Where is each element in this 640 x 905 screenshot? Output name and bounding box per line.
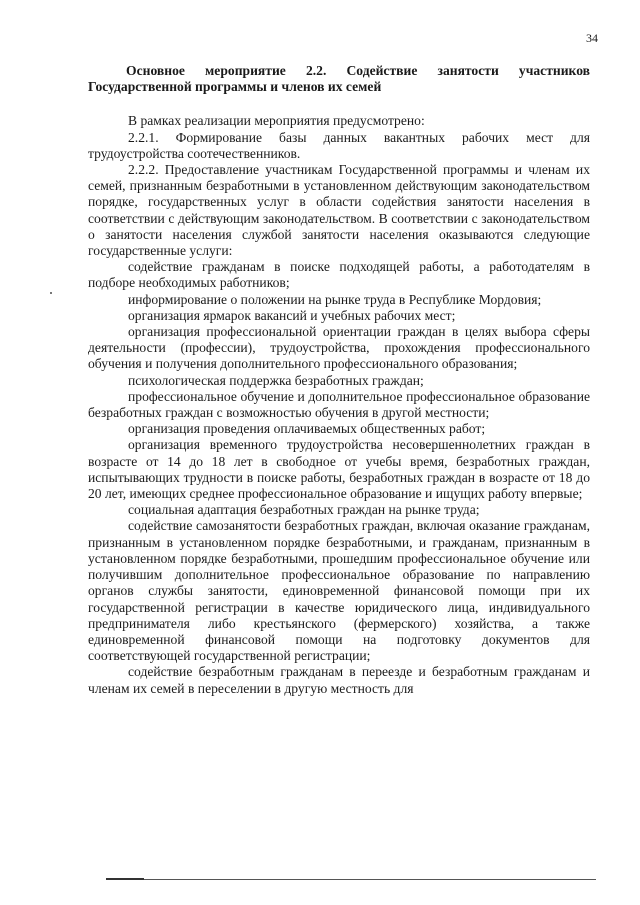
paragraph: профессиональное обучение и дополнительное профессиональное образование безработных граждан с возможностью обучения в другой местности;	[88, 388, 590, 421]
paragraph: организация временного трудоустройства несовершеннолетних граждан в возрасте от 14 до 18 лет в свободное от учебы время, безработных граждан, испытывающих трудности в поиске работы, безработных граждан в возрасте от 18 до 20 лет, имеющих среднее профессиональное образование и ищущих работу впервые;	[88, 437, 590, 502]
paragraph: организация профессиональной ориентации граждан в целях выбора сферы деятельности (профессии), трудоустройства, прохождения профессионального обучения и получения дополнительного профессионального образования;	[88, 324, 590, 372]
paragraph: социальная адаптация безработных граждан на рынке труда;	[128, 502, 480, 518]
paragraph-list	[88, 113, 590, 696]
margin-mark	[50, 292, 52, 294]
paragraph: содействие гражданам в поиске подходящей работы, а работодателям в подборе необходимых работников;	[88, 259, 590, 291]
paragraph: организация ярмарок вакансий и учебных рабочих мест;	[128, 307, 456, 323]
page-number: 34	[586, 31, 598, 45]
paragraph: содействие безработным гражданам в переезде и безработным гражданам и членам их семей в переселении в другую местность для	[88, 664, 590, 696]
section-heading: Основное мероприятие 2.2. Содействие занятости участников Государственной программы и членов их семей	[88, 63, 590, 95]
paragraph: В рамках реализации мероприятия предусмотрено:	[128, 113, 425, 129]
paragraph: содействие самозанятости безработных граждан, включая оказание гражданам, признанным в установленном порядке безработными, и гражданам, признанным в установленном порядке безработными, прошедшим профессиональное обучение или получившим дополнительное профессиональное образование по направлению органов службы занятости, единовременной финансовой помощи при их государственной регистрации в качестве юридического лица, индивидуального предпринимателя либо крестьянского (фермерского) хозяйства, а также единовременной финансовой помощи на подготовку документов для соответствующей государственной регистрации;	[88, 518, 590, 664]
paragraph: 2.2.2. Предоставление участникам Государственной программы и членам их семей, признанным безработными в установленном действующим законодательством порядке, государственных услуг в области содействия занятости населения в соответствии с действующим законодательством. В соответствии с законодательством о занятости населения службой занятости населения оказываются следующие государственные услуги:	[88, 162, 590, 259]
paragraph: организация проведения оплачиваемых общественных работ;	[128, 421, 486, 437]
paragraph: 2.2.1. Формирование базы данных вакантных рабочих мест для трудоустройства соотечественников.	[88, 129, 590, 161]
paragraph: информирование о положении на рынке труда в Республике Мордовия;	[128, 291, 542, 307]
footer-rule	[106, 879, 596, 880]
paragraph: психологическая поддержка безработных граждан;	[128, 372, 424, 388]
document-body	[88, 63, 590, 697]
